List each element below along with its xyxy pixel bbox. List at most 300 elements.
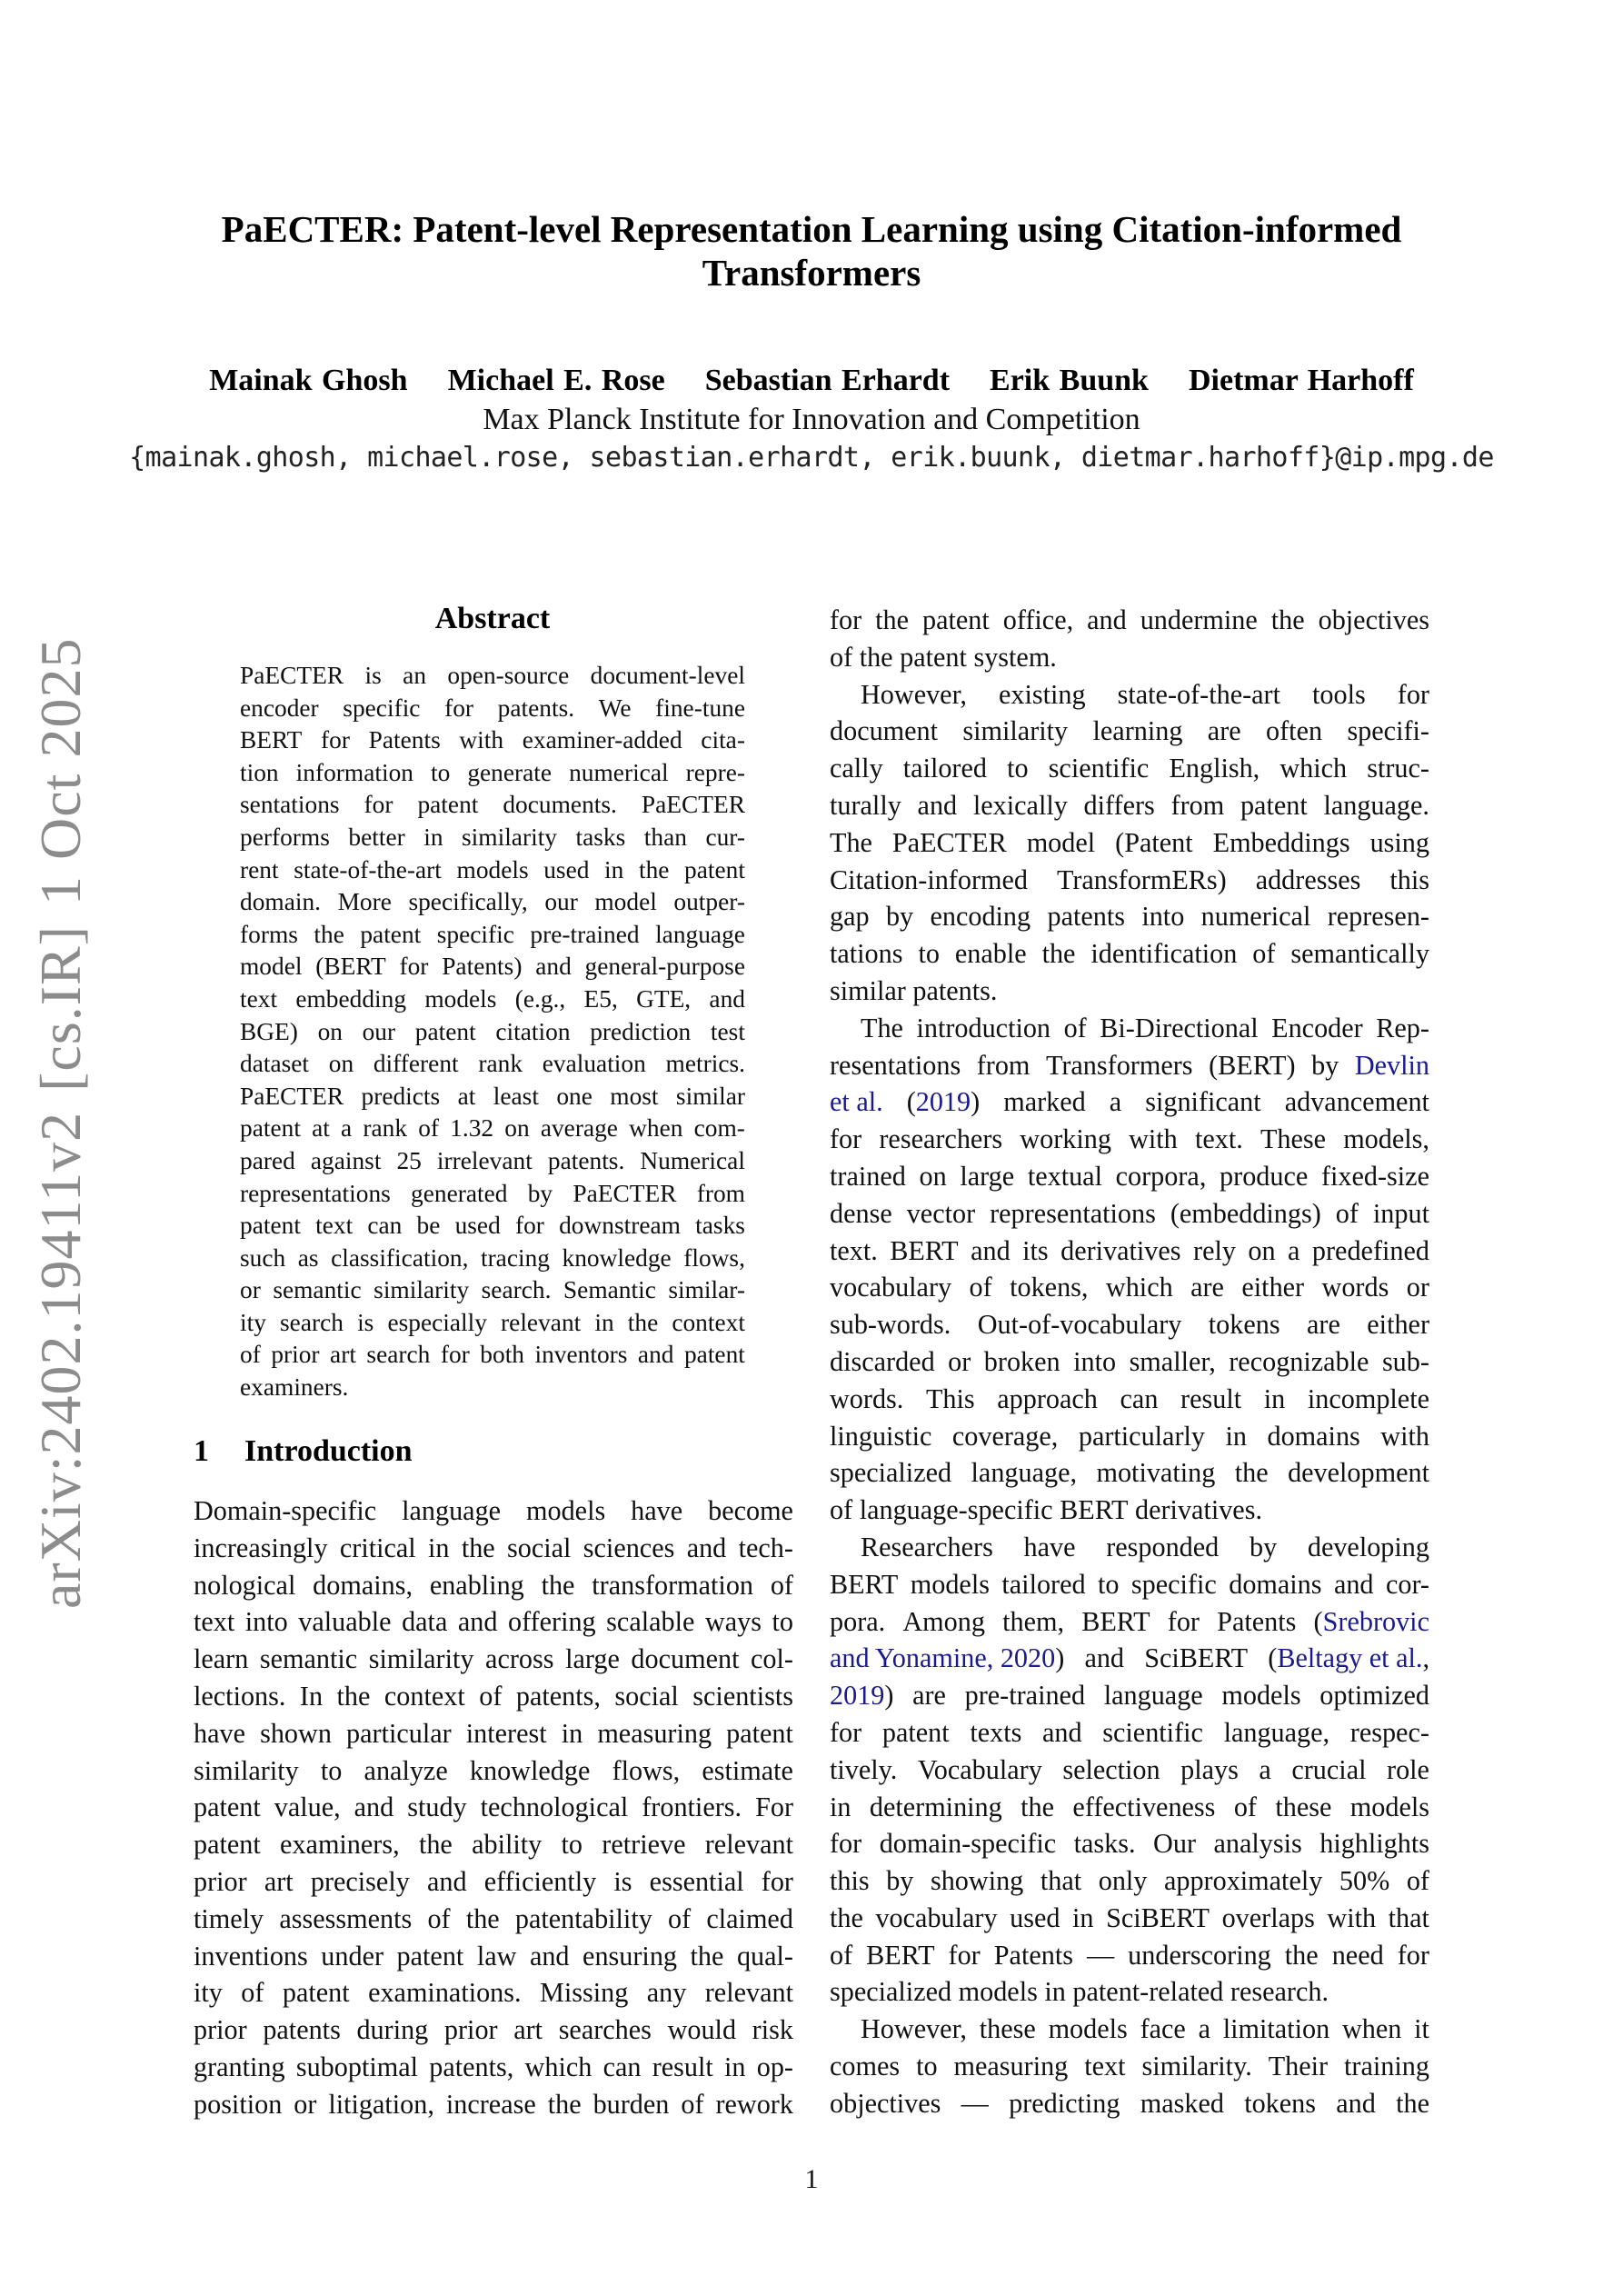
author-list	[0, 364, 1623, 398]
word: representations	[990, 1197, 1156, 1229]
word: litigation,	[328, 2088, 434, 2120]
word: patent	[360, 920, 422, 948]
text-line	[194, 2049, 793, 2086]
text-line	[240, 854, 745, 887]
text-line	[830, 1083, 1429, 1121]
word: sciences	[582, 1532, 675, 1563]
word: a	[1288, 1234, 1300, 1266]
text-line	[830, 1010, 1429, 1047]
word: shown	[260, 1717, 332, 1749]
word: the	[875, 604, 910, 635]
word: similarity.	[1141, 2051, 1252, 2082]
word: Domain-specific	[194, 1495, 377, 1526]
word: This	[925, 1383, 975, 1414]
word: estimate	[702, 1754, 793, 1786]
word: information	[295, 758, 413, 786]
word: performs	[240, 823, 330, 851]
word: Patents	[368, 726, 441, 754]
word: language-specific	[859, 1494, 1053, 1526]
word: state-of-the-art	[1117, 678, 1280, 710]
word: specific	[1130, 1568, 1217, 1600]
text-line	[240, 822, 745, 854]
word: language	[655, 920, 745, 948]
word: PaECTER	[573, 1179, 677, 1207]
word: SciBERT	[1144, 1642, 1249, 1674]
text-line	[830, 1529, 1429, 1566]
word: in	[1225, 1420, 1247, 1452]
word: op-	[756, 2051, 793, 2082]
text-line	[830, 1195, 1429, 1233]
word: corpora,	[1115, 1160, 1207, 1192]
word: efficiently	[483, 1865, 597, 1897]
word: trained	[830, 1160, 906, 1192]
word: for	[830, 604, 862, 635]
text-line	[830, 1752, 1429, 1789]
word: language.	[1323, 789, 1429, 821]
word: cur-	[705, 823, 745, 851]
word: such	[240, 1243, 286, 1272]
word: than	[643, 823, 687, 851]
word: is	[357, 1308, 374, 1336]
text-line	[830, 1862, 1429, 1900]
word: determining	[869, 1791, 1002, 1822]
word: texts	[970, 1716, 1022, 1748]
word: words	[1321, 1272, 1389, 1303]
word: BERT	[1081, 1605, 1150, 1637]
word: document	[830, 715, 939, 747]
word: effectiveness	[1072, 1791, 1216, 1822]
word: sentations	[240, 791, 340, 819]
word: and	[457, 1606, 498, 1638]
word: the	[541, 1569, 575, 1601]
intro-left-column	[194, 1492, 793, 2123]
word: and	[426, 1865, 467, 1897]
word: —	[1086, 1939, 1115, 1971]
word: examiners,	[280, 1829, 400, 1861]
word: is	[613, 1865, 632, 1897]
word: tools	[1312, 678, 1366, 710]
word: across	[485, 1643, 554, 1675]
word: (Srebrovic	[1313, 1605, 1429, 1637]
word: Transformers	[1045, 1049, 1193, 1081]
word: of	[830, 1939, 853, 1971]
word: and	[1084, 1642, 1125, 1674]
word: on	[1248, 1234, 1276, 1266]
citation-link-devlin[interactable]: et al.	[830, 1086, 883, 1118]
word: responded	[1106, 1531, 1220, 1562]
text-line	[240, 1016, 745, 1049]
word: with	[459, 726, 504, 754]
word: most	[610, 1082, 659, 1110]
word: and	[971, 1234, 1011, 1266]
word: 2019)	[830, 1680, 894, 1712]
word: tokens,	[1010, 1272, 1089, 1303]
section-title: Introduction	[244, 1434, 413, 1468]
word: fixed-size	[1320, 1160, 1429, 1192]
affiliation: Max Planck Institute for Innovation and Competition	[483, 403, 1140, 436]
word: discarded	[830, 1345, 935, 1377]
word: to	[1098, 1568, 1120, 1600]
word: research.	[1230, 1976, 1329, 2008]
word: at	[457, 1082, 476, 1110]
word: under	[321, 1940, 384, 1972]
word: a	[1109, 1086, 1122, 1118]
text-line	[240, 724, 745, 757]
text-line	[830, 1714, 1429, 1752]
word: tion	[240, 758, 279, 786]
word: search.	[481, 1276, 552, 1304]
word: broken	[983, 1345, 1060, 1377]
word: (2019)	[906, 1086, 981, 1118]
word: patent	[881, 1716, 950, 1748]
word: both	[480, 1341, 524, 1369]
word: downstream	[559, 1212, 681, 1240]
text-line	[830, 862, 1429, 899]
text-line	[194, 1826, 793, 1863]
word: pared	[240, 1146, 295, 1174]
word: citation	[495, 1017, 571, 1045]
word: patent	[417, 791, 479, 819]
word: are	[1307, 1309, 1340, 1341]
word: models	[526, 1495, 606, 1526]
word: document-level	[590, 662, 745, 689]
word: from	[976, 1049, 1031, 1081]
word: prior	[194, 2014, 247, 2046]
word: into	[1141, 901, 1185, 933]
word: examiners.	[240, 1373, 349, 1402]
word: the	[336, 1680, 371, 1712]
author-name: Mainak Ghosh	[209, 364, 408, 397]
word: the	[1041, 938, 1076, 970]
word: face	[1140, 2013, 1186, 2045]
word: from	[1170, 789, 1225, 821]
word: either	[1241, 1272, 1305, 1303]
word: our	[544, 888, 578, 916]
word: identification	[1090, 938, 1238, 970]
word: (e.g.,	[514, 984, 566, 1013]
citation-link-beltagy-year[interactable]: 2019	[830, 1680, 885, 1712]
citation-link-beltagy[interactable]: Beltagy et al.	[1277, 1642, 1423, 1674]
text-line	[240, 1339, 745, 1372]
word: for	[948, 1939, 981, 1971]
word: represen-	[1327, 901, 1429, 933]
word: patent	[1240, 789, 1308, 821]
arxiv-stamp	[27, 618, 95, 1609]
word: using	[1369, 826, 1429, 858]
word: PaECTER	[240, 1082, 344, 1110]
word: when	[1341, 2013, 1402, 2045]
word: system.	[973, 641, 1057, 673]
text-line	[830, 1158, 1429, 1195]
word: tasks.	[1073, 1828, 1136, 1860]
text-line	[240, 789, 745, 822]
word: have	[631, 1495, 683, 1526]
word: metrics.	[665, 1050, 745, 1078]
word: models	[1221, 1680, 1301, 1712]
word: In	[299, 1680, 324, 1712]
word: textual	[1027, 1160, 1102, 1192]
word: domains,	[313, 1569, 413, 1601]
word: specifically,	[408, 888, 528, 916]
word: lexically	[972, 789, 1068, 821]
word: need	[1331, 1939, 1384, 1971]
word: the	[627, 1308, 659, 1336]
word: better	[348, 823, 405, 851]
word: The	[830, 826, 872, 858]
word: to	[772, 1606, 793, 1638]
text-line	[194, 1530, 793, 1567]
word: especially	[387, 1308, 487, 1336]
word: to	[320, 1754, 343, 1786]
word: timely	[194, 1902, 264, 1934]
word: become	[708, 1495, 793, 1526]
word: of	[1406, 1865, 1429, 1897]
word: a	[1259, 1753, 1271, 1785]
word: the	[859, 641, 893, 673]
word: patent	[683, 1341, 745, 1369]
word: approach	[997, 1383, 1098, 1414]
abstract-heading: Abstract	[434, 602, 551, 635]
author-emails: {mainak.ghosh, michael.rose, sebastian.erhardt, erik.buunk, dietmar.harhoff}@ip.mpg.de	[129, 442, 1494, 474]
word: different	[373, 1050, 459, 1078]
word: of	[418, 1114, 440, 1143]
word: the	[690, 1940, 724, 1972]
word: model	[240, 953, 303, 981]
word: dataset	[240, 1050, 310, 1078]
word: similarity	[194, 1754, 299, 1786]
word: and	[709, 984, 745, 1013]
word: tasks	[575, 823, 626, 851]
word: is	[364, 662, 382, 689]
citation-link-srebrovic[interactable]: and Yonamine, 2020	[830, 1642, 1056, 1674]
word: Patents	[993, 1939, 1073, 1971]
word: language	[402, 1495, 502, 1526]
word: which	[1105, 1272, 1173, 1303]
word: the	[314, 920, 344, 948]
word: social	[507, 1532, 572, 1563]
word: analyze	[363, 1754, 448, 1786]
word: on	[317, 1017, 343, 1045]
word: domain-specific	[879, 1828, 1057, 1860]
text-line	[830, 1566, 1429, 1603]
word: (embeddings)	[1170, 1197, 1321, 1229]
word: similarity	[462, 823, 558, 851]
word: used	[543, 855, 590, 883]
word: domains	[1267, 1420, 1360, 1452]
text-line	[830, 824, 1429, 862]
text-line	[194, 1789, 793, 1826]
word: inventions	[194, 1940, 308, 1972]
word: col-	[751, 1643, 793, 1675]
word: cita-	[701, 726, 745, 754]
text-line	[830, 1233, 1429, 1270]
word: undermine	[1140, 604, 1258, 635]
word: to	[1007, 753, 1029, 784]
word: representations	[240, 1179, 391, 1207]
word: and	[1087, 604, 1127, 635]
word: measuring	[597, 1717, 712, 1749]
word: PaECTER	[891, 826, 1007, 858]
word: patent	[240, 1114, 301, 1143]
word: tokens	[1244, 2087, 1317, 2119]
word: tracing	[480, 1243, 550, 1272]
word: either	[1367, 1309, 1429, 1341]
word: granting	[194, 2051, 285, 2082]
arxiv-id: arXiv:2402.19411v2	[28, 1111, 93, 1609]
word: with	[1327, 1902, 1377, 1933]
word: encoder	[240, 694, 319, 722]
text-line	[830, 2085, 1429, 2122]
word: its	[1022, 1234, 1049, 1266]
word: cor-	[1385, 1568, 1429, 1600]
word: predicting	[1009, 2087, 1120, 2119]
word: or	[240, 1276, 261, 1304]
word: similarity	[373, 1276, 470, 1304]
word: retrieve	[602, 1829, 686, 1861]
citation-link-srebrovic[interactable]: Srebrovic	[1322, 1605, 1429, 1637]
word: qual-	[736, 1940, 793, 1972]
word: relevant	[704, 1829, 793, 1861]
word: linguistic	[830, 1420, 932, 1452]
word: model	[1026, 826, 1096, 858]
word: 1.32	[450, 1114, 494, 1143]
word: limitation	[1222, 2013, 1330, 2045]
word: for	[444, 694, 474, 722]
text-line	[240, 1372, 745, 1404]
text-line	[240, 951, 745, 983]
word: for	[321, 726, 350, 754]
word: Embeddings	[1212, 826, 1350, 858]
word: marked	[1003, 1086, 1086, 1118]
word: generate	[467, 758, 553, 786]
word: gap	[830, 901, 870, 933]
word: (Beltagy et al.,	[1268, 1642, 1429, 1674]
word: into	[1073, 1345, 1117, 1377]
word: Rep-	[1376, 1012, 1429, 1043]
word: are	[1190, 1272, 1224, 1303]
word: against	[310, 1146, 382, 1174]
word: state-of-the-art	[294, 855, 442, 883]
word: art	[264, 1865, 294, 1897]
word: Encoder	[1271, 1012, 1363, 1043]
section-number: 1	[194, 1434, 209, 1468]
word: recognizable	[1229, 1345, 1369, 1377]
author-name: Michael E. Rose	[447, 364, 665, 397]
word: with	[1129, 1123, 1178, 1155]
word: BERT	[830, 1568, 899, 1600]
word: ensuring	[582, 1940, 678, 1972]
word: these	[979, 2013, 1036, 2045]
word: on	[504, 1114, 530, 1143]
word: sub-	[1381, 1345, 1429, 1377]
word: language	[1103, 1680, 1203, 1712]
word: input	[1372, 1197, 1429, 1229]
word: can	[602, 2051, 642, 2082]
citation-link-devlin[interactable]: Devlin	[1354, 1049, 1429, 1081]
word: by	[1311, 1049, 1339, 1081]
word: plays	[1180, 1753, 1239, 1785]
word: tailored	[902, 753, 987, 784]
text-line	[240, 693, 745, 725]
text-line	[240, 1274, 745, 1307]
word: for	[440, 1341, 470, 1369]
word: BGE)	[240, 1017, 298, 1045]
text-line	[830, 1900, 1429, 1937]
word: increase	[445, 2088, 536, 2120]
word: pre-trained	[530, 920, 640, 948]
word: relevant	[501, 1308, 582, 1336]
word: Patents)	[442, 953, 523, 981]
word: BERT	[890, 1234, 959, 1266]
word: development	[1288, 1457, 1429, 1489]
word: (BERT)	[1209, 1049, 1296, 1081]
word: of	[427, 1902, 451, 1934]
word: on	[919, 1160, 947, 1192]
word: relevant	[704, 1977, 793, 2009]
text-line	[830, 1603, 1429, 1641]
word: derivatives.	[1135, 1494, 1263, 1526]
word: researchers	[879, 1123, 1003, 1155]
word: language,	[1223, 1716, 1330, 1748]
word: patents.	[547, 1146, 625, 1174]
citation-link-devlin-year[interactable]: 2019	[915, 1086, 971, 1118]
word: text.	[1194, 1123, 1243, 1155]
word: We	[598, 694, 632, 722]
word: the	[547, 2088, 582, 2120]
word: More	[337, 888, 392, 916]
word: flows,	[612, 1754, 681, 1786]
word: measuring	[953, 2051, 1069, 2082]
word: text	[194, 1606, 235, 1638]
word: context	[672, 1308, 745, 1336]
word: smaller,	[1129, 1345, 1216, 1377]
word: only	[1098, 1865, 1148, 1897]
word: of	[1335, 1197, 1359, 1229]
author-name: Sebastian Erhardt	[704, 364, 951, 397]
word: art	[330, 1341, 356, 1369]
word: Numerical	[640, 1146, 745, 1174]
text-line	[240, 757, 745, 790]
text-line	[194, 1678, 793, 1715]
word: claimed	[706, 1902, 793, 1934]
word: pora.	[830, 1605, 886, 1637]
word: predefined	[1311, 1234, 1429, 1266]
word: role	[1387, 1753, 1429, 1785]
word: general-purpose	[584, 953, 745, 981]
word: the	[1021, 1791, 1055, 1822]
word: precisely	[310, 1865, 410, 1897]
word: text	[315, 1212, 353, 1240]
word: knowledge	[469, 1754, 591, 1786]
word: a	[341, 1114, 353, 1143]
word: predicts	[361, 1082, 441, 1110]
word: it	[1414, 2013, 1429, 2045]
word: and	[353, 1792, 394, 1823]
word: in	[1263, 1383, 1286, 1414]
word: developing	[1307, 1531, 1429, 1562]
word: repre-	[685, 758, 745, 786]
word: sub-words.	[830, 1309, 951, 1341]
word: introduction	[916, 1012, 1051, 1043]
word: similar	[830, 974, 906, 1006]
author-name: Dietmar Harhoff	[1188, 364, 1414, 397]
word: transformation	[592, 1569, 754, 1601]
text-line	[194, 1715, 793, 1752]
word: rank	[478, 1050, 523, 1078]
word: patent	[726, 1717, 793, 1749]
word: or	[948, 1345, 971, 1377]
word: valuable	[298, 1606, 392, 1638]
